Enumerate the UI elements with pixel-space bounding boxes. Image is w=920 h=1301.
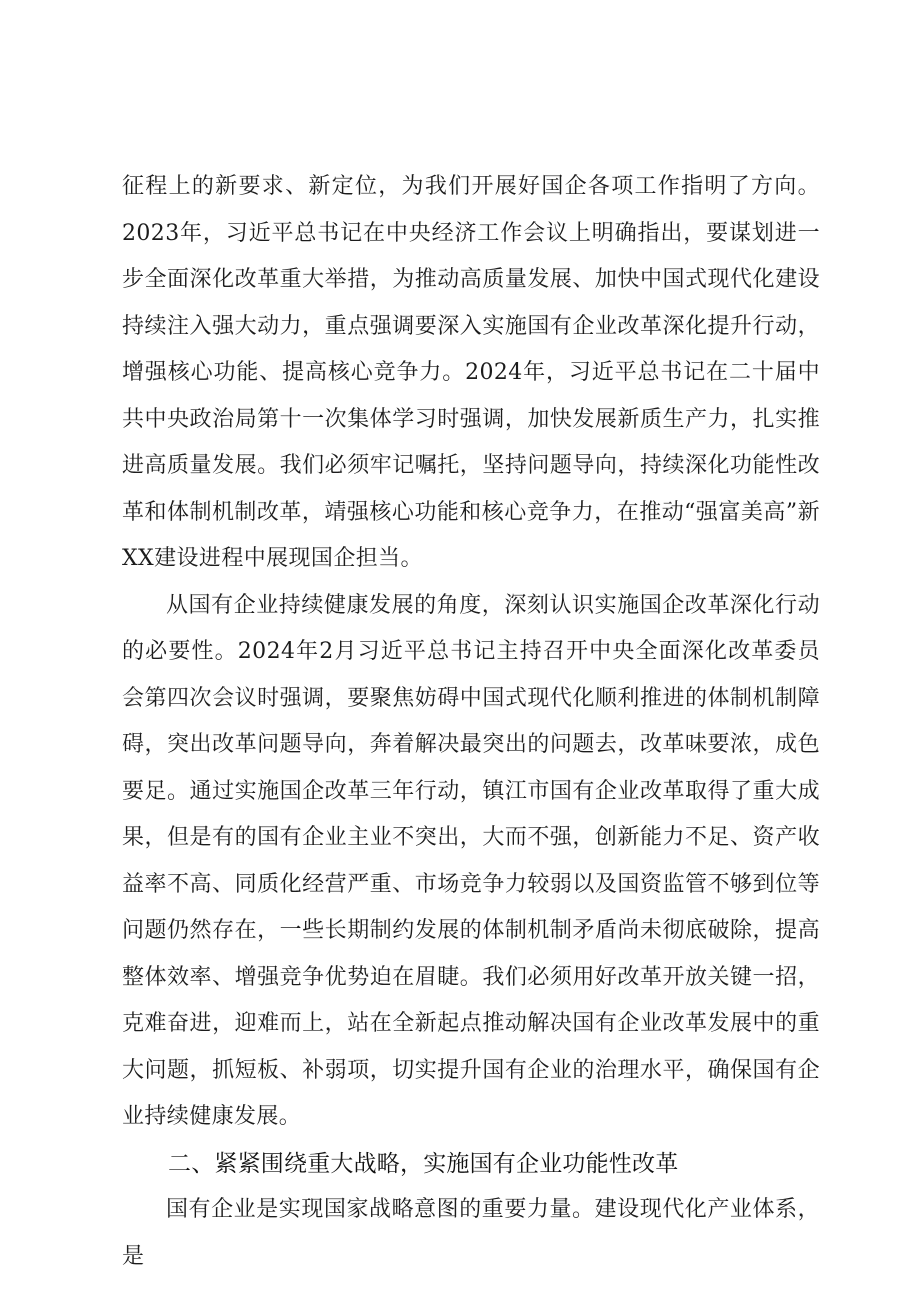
paragraph-reform-necessity: 从国有企业持续健康发展的角度，深刻认识实施国企改革深化行动的必要性。2024年2月习近平总书记主持召开中央全面深化改革委员会第四次会议时强调，要聚焦妨碍中国式现代化顺利推进的体制机制障碍，突出改革问题导向，奔着解决最突出的问题去，改革味要浓，成色要足。通过实施国企改革三年行动，镇江市国有企业改革取得了重大成果，但是有的国有企业主业不突出，大而不强，创新能力不足、资产收益率不高、同质化经营严重、市场竞争力较弱以及国资监管不够到位等问题仍然存在，一些长期制约发展的体制机制矛盾尚未彻底破除，提高整体效率、增强竞争优势迫在眉睫。我们必须用好改革开放关键一招，克难奋进，迎难而上，站在全新起点推动解决国有企业改革发展中的重大问题，抓短板、补弱项，切实提升国有企业的治理水平，确保国有企业持续健康发展。 bbox=[122, 592, 820, 1129]
section-heading: 二、紧紧围绕重大战略，实施国有企业功能性改革 bbox=[168, 1150, 679, 1177]
paragraph-continued: 征程上的新要求、新定位，为我们开展好国企各项工作指明了方向。2023年，习近平总书记在中央经济工作会议上明确指出，要谋划进一步全面深化改革重大举措，为推动高质量发展、加快中国式现代化建设持续注入强大动力，重点强调要深入实施国有企业改革深化提升行动，增强核心功能、提高核心竞争力。2024年，习近平总书记在二十届中共中央政治局第十一次集体学习时强调，加快发展新质生产力，扎实推进高质量发展。我们必须牢记嘱托，坚持问题导向，持续深化功能性改革和体制机制改革，靖强核心功能和核心竞争力，在推动“强富美高”新XX建设进程中展现国企担当。 bbox=[122, 174, 820, 571]
document-body bbox=[122, 164, 820, 1280]
paragraph-strategic-force: 国有企业是实现国家战略意图的重要力量。建设现代化产业体系，是 bbox=[122, 1197, 820, 1269]
